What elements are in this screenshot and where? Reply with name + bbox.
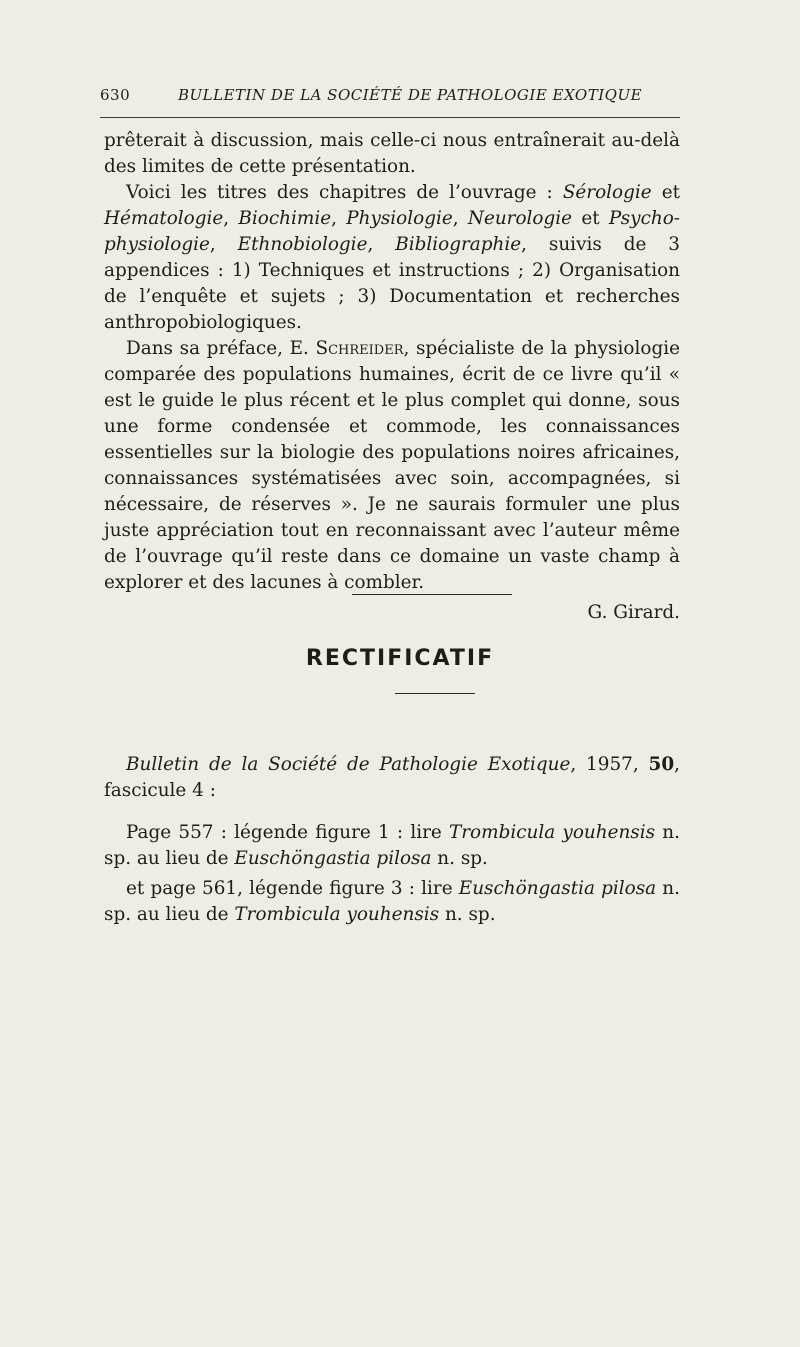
species-name: Trombicula youhensis — [449, 822, 656, 843]
text-run: , spécialiste de la physiologie comparée des populations humaines, écrit de ce livre qu’il « est le guide le plus récent et le plus complet qui donne, sous une forme condensée et commode, les connaissances essentielles sur la biologie des populations noires africaines, connaissances systématisées avec soin, accompagnées, si nécessaire, de réserves ». Je ne saurais formuler une plus juste appréciation tout en reconnaissant avec l’auteur même de l’ouvrage qu’il reste dans ce domaine un vaste champ à explorer et des lacunes à combler. — [104, 338, 681, 593]
text-run: , — [223, 208, 239, 229]
chapter-title: Sérologie — [562, 182, 652, 203]
chapter-title: Psycho-physiologie — [104, 208, 680, 255]
rectificatif-paragraph-1 — [104, 752, 680, 804]
text-run: et page 561, légende figure 3 : lire — [126, 878, 459, 899]
text-run: , — [331, 208, 347, 229]
rectificatif-text — [104, 752, 680, 928]
page-number: 630 — [100, 86, 131, 104]
section-title: RECTIFICATIF — [305, 646, 495, 671]
text-run: , fascicule 4 : — [104, 754, 680, 801]
chapter-title: Hématologie — [104, 208, 224, 229]
review-paragraph-1: prêterait à discussion, mais celle-ci nous entraînerait au-delà des limites de cette présentation. — [104, 130, 680, 177]
header-rule — [100, 117, 680, 118]
text-run: , suivis de 3 appendices : 1) Techniques et instructions ; 2) Organisation de l’enquête et sujets ; 3) Documentation et recherches anthropobiologiques. — [104, 234, 680, 333]
chapter-title: Physiologie — [346, 208, 453, 229]
text-run: n. sp. — [431, 848, 488, 869]
text-run: et — [651, 182, 680, 203]
text-run: Page 557 : légende figure 1 : lire — [126, 822, 449, 843]
section-divider — [352, 594, 512, 595]
text-run: , — [367, 234, 396, 255]
text-run: et — [572, 208, 609, 229]
journal-name: Bulletin de la Société de Pathologie Exotique — [126, 754, 571, 775]
review-paragraph-2 — [104, 180, 680, 336]
species-name: Euschöngastia pilosa — [458, 878, 657, 899]
running-title: BULLETIN DE LA SOCIÉTÉ DE PATHOLOGIE EXOTIQUE — [178, 86, 643, 104]
review-paragraph-3 — [104, 336, 680, 596]
chapter-title: Neurologie — [467, 208, 573, 229]
volume-number: 50 — [648, 754, 675, 775]
review-text — [104, 128, 680, 626]
text-run: , — [452, 208, 468, 229]
rectificatif-paragraph-2 — [104, 820, 680, 872]
text-run: n. sp. au lieu de — [104, 878, 680, 925]
species-name: Trombicula youhensis — [234, 904, 440, 925]
title-underline — [395, 693, 475, 694]
text-run: n. sp. — [439, 904, 496, 925]
signature-text: G. Girard. — [587, 602, 680, 623]
chapter-title: Ethnobiologie — [237, 234, 368, 255]
signature — [104, 600, 680, 626]
text-run: n. sp. au lieu de — [104, 822, 680, 869]
text-run: , — [209, 234, 238, 255]
text-run: Voici les titres des chapitres de l’ouvrage : — [126, 182, 563, 203]
chapter-title: Biochimie — [238, 208, 332, 229]
species-name: Euschöngastia pilosa — [234, 848, 432, 869]
chapter-title: Bibliographie — [395, 234, 522, 255]
text-run: , 1957, — [570, 754, 649, 775]
text-run: Dans sa préface, E. — [126, 338, 316, 359]
author-name: Schreider — [315, 338, 404, 359]
rectificatif-paragraph-3 — [104, 876, 680, 928]
